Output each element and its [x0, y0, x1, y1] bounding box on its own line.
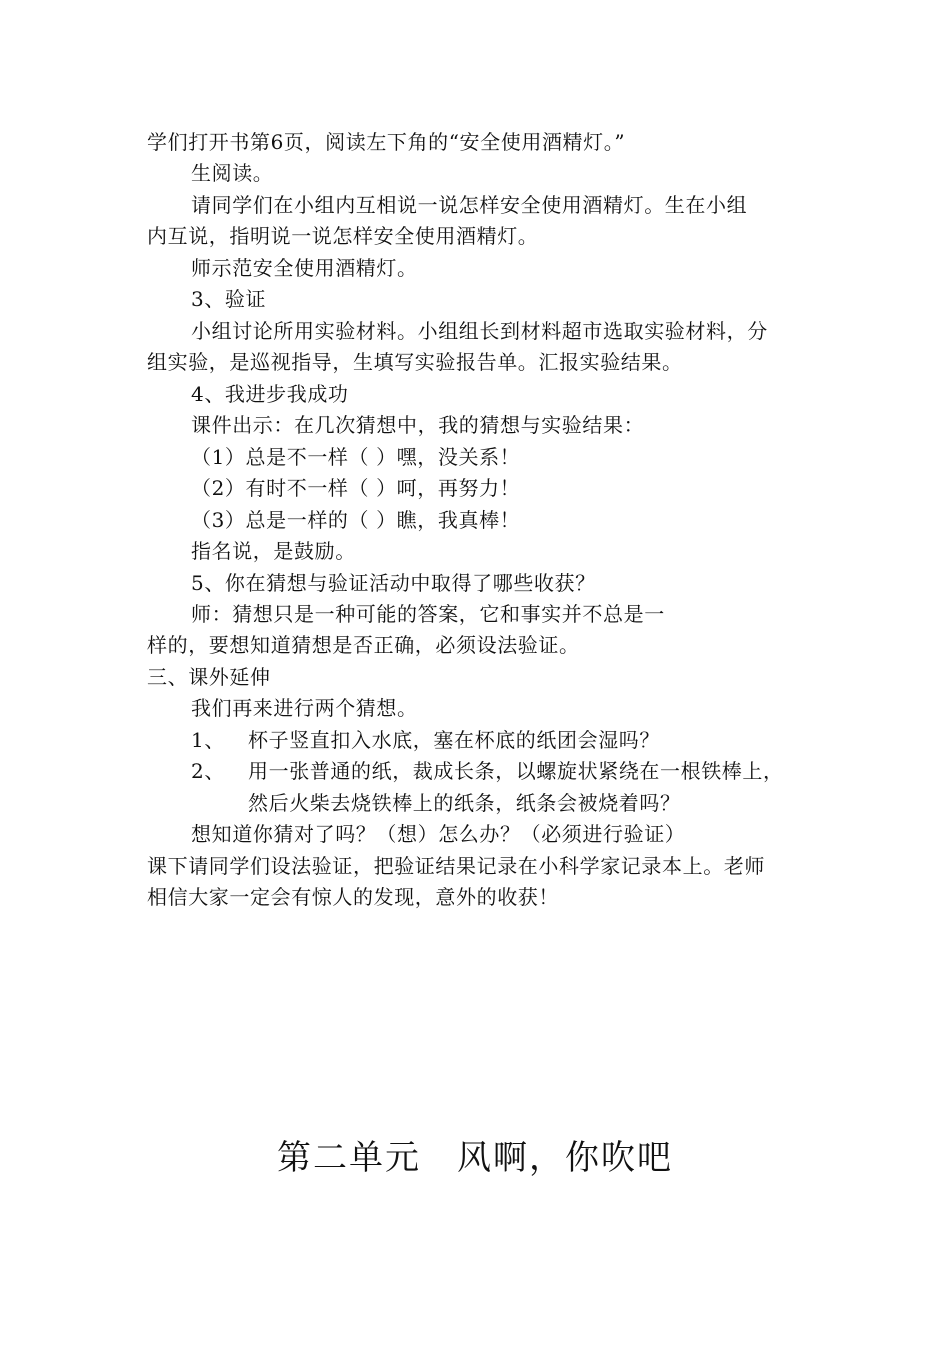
section-heading: 5、你在猜想与验证活动中取得了哪些收获？ [191, 571, 596, 595]
section-heading: 三、课外延伸 [147, 665, 271, 689]
text-line: 样的，要想知道猜想是否正确，必须设法验证。 [147, 633, 580, 657]
text-line: 小组讨论所用实验材料。小组组长到材料超市选取实验材料，分 [191, 319, 768, 343]
text-line: 学们打开书第6页，阅读左下角的“安全使用酒精灯。” [147, 130, 626, 154]
text-line: 指名说，是鼓励。 [191, 539, 356, 563]
list-item: 用一张普通的纸，裁成长条，以螺旋状紧绕在一根铁棒上， [248, 759, 784, 783]
list-item: 杯子竖直扣入水底，塞在杯底的纸团会湿吗？ [248, 728, 660, 752]
list-number: 1、 [191, 728, 225, 752]
text-line: 想知道你猜对了吗？（想）怎么办？（必须进行验证） [191, 822, 686, 846]
list-number: 2、 [191, 759, 225, 783]
section-heading: 4、我进步我成功 [191, 382, 349, 406]
list-item: （2）有时不一样（ ）呵，再努力！ [191, 476, 521, 500]
text-line: 课下请同学们设法验证，把验证结果记录在小科学家记录本上。老师 [147, 854, 765, 878]
text-line: 相信大家一定会有惊人的发现，意外的收获！ [147, 885, 559, 909]
text-line: 课件出示：在几次猜想中，我的猜想与实验结果： [191, 413, 645, 437]
list-item: 然后火柴去烧铁棒上的纸条，纸条会被烧着吗？ [248, 791, 681, 815]
text-line: 生阅读。 [191, 161, 274, 185]
text-line: 请同学们在小组内互相说一说怎样安全使用酒精灯。生在小组 [191, 193, 748, 217]
section-heading: 3、验证 [191, 287, 267, 311]
list-item: （1）总是不一样（ ）嘿，没关系！ [191, 445, 521, 469]
text-line: 组实验，是巡视指导，生填写实验报告单。汇报实验结果。 [147, 350, 683, 374]
text-line: 内互说，指明说一说怎样安全使用酒精灯。 [147, 224, 539, 248]
text-line: 师示范安全使用酒精灯。 [191, 256, 418, 280]
unit-title: 第二单元 风啊，你吹吧 [277, 1138, 673, 1178]
text-line: 我们再来进行两个猜想。 [191, 696, 418, 720]
list-item: （3）总是一样的（ ）瞧，我真棒！ [191, 508, 521, 532]
text-line: 师：猜想只是一种可能的答案，它和事实并不总是一 [191, 602, 665, 626]
